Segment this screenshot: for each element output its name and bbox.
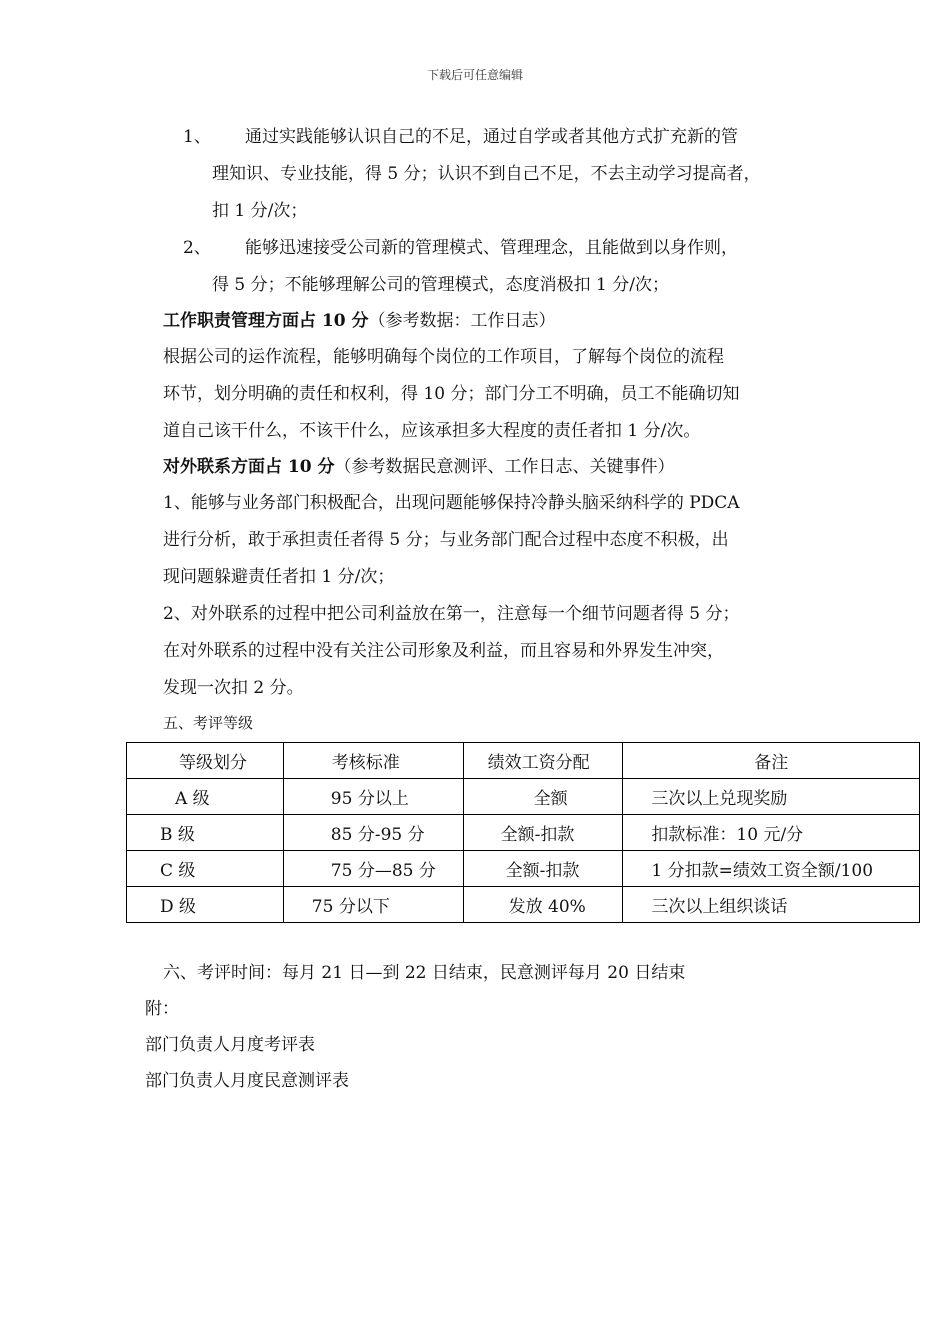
table-header-row [127, 743, 920, 779]
page-header: 下载后可任意编辑 [426, 68, 523, 82]
section-title-note: （参考数据：工作日志） [368, 311, 556, 331]
duty-paragraph-line: 环节，划分明确的责任和权利，得 10 分；部门分工不明确，员工不能确切知 [163, 384, 740, 404]
table-cell: 发放 40% [463, 887, 623, 923]
list-item-number: 2、 [183, 238, 211, 258]
list-item-2-line-2: 得 5 分；不能够理解公司的管理模式，态度消极扣 1 分/次； [212, 275, 669, 295]
table-cell: A 级 [127, 779, 284, 815]
table-row [127, 779, 920, 815]
external-paragraph-line: 2、对外联系的过程中把公司利益放在第一，注意每一个细节问题者得 5 分； [163, 604, 740, 624]
section-title-note: （参考数据民意测评、工作日志、关键事件） [334, 457, 675, 477]
table-header-cell: 考核标准 [283, 743, 463, 779]
table-cell: 75 分以下 [283, 887, 463, 923]
table-row [127, 887, 920, 923]
table-cell: 1 分扣款=绩效工资全额/100 [623, 851, 920, 887]
table-row [127, 851, 920, 887]
section-5-title: 五、考评等级 [163, 714, 254, 732]
section-title-bold: 工作职责管理方面占 10 分 [163, 311, 369, 331]
list-item-number: 1、 [183, 127, 211, 147]
table-cell: 三次以上兑现奖励 [623, 779, 920, 815]
table-cell: 85 分-95 分 [283, 815, 463, 851]
table-header-cell: 等级划分 [127, 743, 284, 779]
table-cell: 全额-扣款 [463, 815, 623, 851]
table-cell: 全额 [463, 779, 623, 815]
external-paragraph-line: 现问题躲避责任者扣 1 分/次； [163, 567, 395, 587]
table-cell: D 级 [127, 887, 284, 923]
table-cell: 全额-扣款 [463, 851, 623, 887]
external-paragraph-line: 进行分析，敢于承担责任者得 5 分；与业务部门配合过程中态度不积极，出 [163, 530, 729, 550]
section-title-bold: 对外联系方面占 10 分 [163, 457, 335, 477]
external-paragraph-line: 在对外联系的过程中没有关注公司形象及利益，而且容易和外界发生冲突， [163, 641, 724, 661]
table-header-cell: 备注 [623, 743, 920, 779]
table-cell: C 级 [127, 851, 284, 887]
section-title-external [163, 456, 675, 478]
table-cell: 75 分—85 分 [283, 851, 463, 887]
list-item-1-line-1 [183, 126, 738, 148]
external-paragraph-line: 1、能够与业务部门积极配合，出现问题能够保持冷静头脑采纳科学的 PDCA [163, 493, 740, 513]
appendix-item: 部门负责人月度考评表 [145, 1035, 315, 1055]
table-row [127, 815, 920, 851]
list-item-1-line-3: 扣 1 分/次； [212, 201, 308, 221]
list-item-text: 能够迅速接受公司新的管理模式、管理理念，且能做到以身作则， [245, 238, 738, 258]
appendix-item: 部门负责人月度民意测评表 [145, 1071, 349, 1091]
table-header-cell: 绩效工资分配 [463, 743, 623, 779]
section-title-duty [163, 310, 556, 332]
list-item-2-line-1 [183, 237, 738, 259]
list-item-text: 通过实践能够认识自己的不足，通过自学或者其他方式扩充新的管 [245, 127, 738, 147]
appendix-title: 附： [145, 999, 179, 1019]
grade-table [126, 742, 920, 923]
table-cell: B 级 [127, 815, 284, 851]
external-paragraph-line: 发现一次扣 2 分。 [163, 678, 304, 698]
table-cell: 95 分以上 [283, 779, 463, 815]
table-cell: 三次以上组织谈话 [623, 887, 920, 923]
table-cell: 扣款标准：10 元/分 [623, 815, 920, 851]
duty-paragraph-line: 根据公司的运作流程，能够明确每个岗位的工作项目，了解每个岗位的流程 [163, 347, 724, 367]
duty-paragraph-line: 道自己该干什么，不该干什么，应该承担多大程度的责任者扣 1 分/次。 [163, 421, 701, 441]
section-6-text: 六、考评时间：每月 21 日—到 22 日结束，民意测评每月 20 日结束 [163, 963, 686, 983]
list-item-1-line-2: 理知识、专业技能，得 5 分；认识不到自己不足，不去主动学习提高者， [212, 164, 761, 184]
